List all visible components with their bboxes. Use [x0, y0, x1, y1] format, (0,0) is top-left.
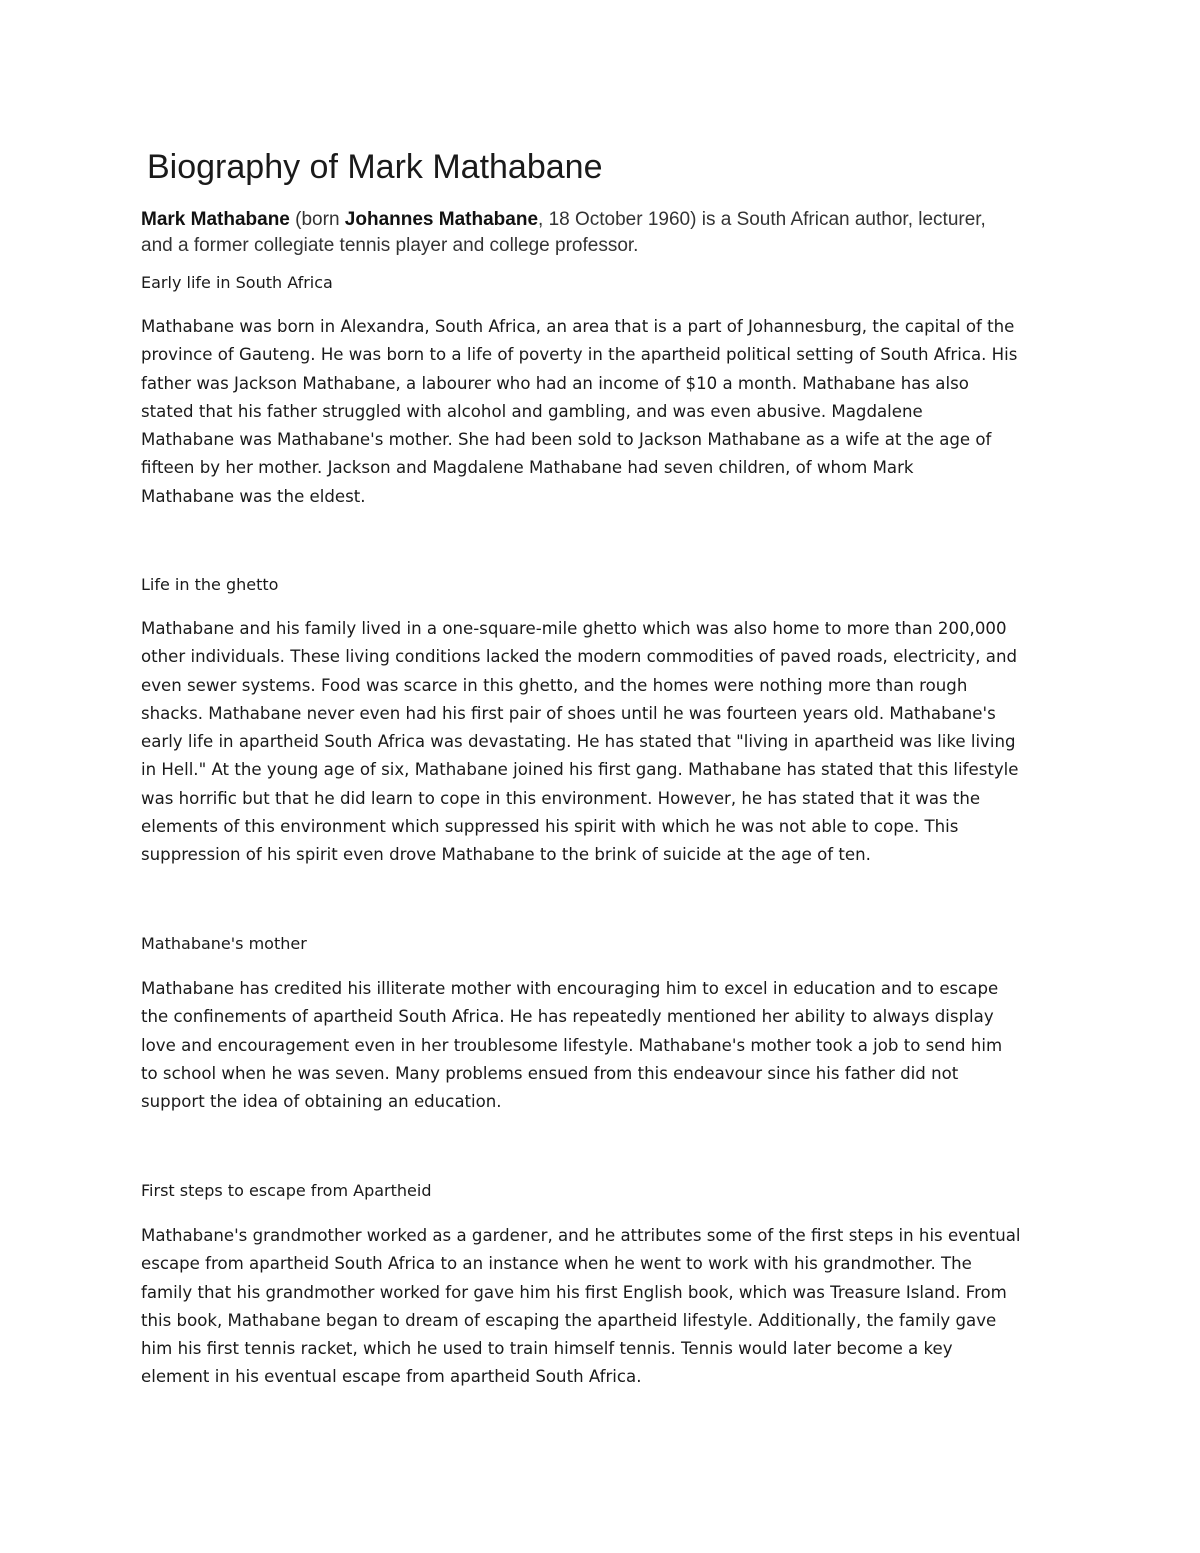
paragraph-line: stated that his father struggled with alcohol and gambling, and was even abusive. Magdalene — [141, 401, 923, 421]
paragraph-line: element in his eventual escape from apartheid South Africa. — [141, 1367, 642, 1387]
paragraph-line: shacks. Mathabane never even had his first pair of shoes until he was fourteen years old. Mathabane's — [141, 703, 996, 723]
paragraph-line: Mathabane was born in Alexandra, South Africa, an area that is a part of Johannesburg, the capital of the — [141, 317, 1015, 336]
paragraph-line: support the idea of obtaining an education. — [141, 1092, 502, 1112]
paragraph-line: fifteen by her mother. Jackson and Magdalene Mathabane had seven children, of whom Mark — [141, 458, 914, 478]
paragraph-line: even sewer systems. Food was scarce in this ghetto, and the homes were nothing more than rough — [141, 675, 968, 695]
paragraph-line: suppression of his spirit even drove Mathabane to the brink of suicide at the age of ten. — [141, 845, 871, 865]
paragraph-line: escape from apartheid South Africa to an instance when he went to work with his grandmother. The — [141, 1254, 972, 1274]
section-heading-early-life: Early life in South Africa — [141, 273, 333, 292]
section-heading-escape: First steps to escape from Apartheid — [141, 1181, 432, 1200]
intro-paragraph — [141, 207, 1071, 259]
paragraph-line: him his first tennis racket, which he used to train himself tennis. Tennis would later become a key — [141, 1339, 953, 1359]
paragraph-line: love and encouragement even in her troublesome lifestyle. Mathabane's mother took a job to send him — [141, 1035, 1003, 1055]
intro-born-text: (born — [289, 209, 345, 230]
paragraph-line: Mathabane was the eldest. — [141, 486, 366, 506]
paragraph-line: early life in apartheid South Africa was devastating. He has stated that "living in apartheid was like living — [141, 732, 1016, 752]
page-title: Biography of Mark Mathabane — [147, 148, 603, 186]
intro-line-1 — [141, 207, 1071, 233]
paragraph-line: the confinements of apartheid South Africa. He has repeatedly mentioned her ability to always display — [141, 1007, 994, 1027]
paragraph-line: family that his grandmother worked for gave him his first English book, which was Treasure Island. From — [141, 1282, 1007, 1302]
paragraph-line: province of Gauteng. He was born to a life of poverty in the apartheid political setting of South Africa. His — [141, 345, 1018, 365]
paragraph-line: elements of this environment which suppressed his spirit with which he was not able to cope. This — [141, 817, 959, 837]
paragraph-line: this book, Mathabane began to dream of escaping the apartheid lifestyle. Additionally, the family gave — [141, 1310, 997, 1330]
section-paragraph-escape — [141, 1222, 1066, 1392]
paragraph-line: in Hell." At the young age of six, Mathabane joined his first gang. Mathabane has stated that this lifestyle — [141, 760, 1019, 780]
paragraph-line: Mathabane has credited his illiterate mother with encouraging him to excel in education and to escape — [141, 979, 999, 998]
section-paragraph-mother — [141, 975, 1066, 1116]
paragraph-line: to school when he was seven. Many problems ensued from this endeavour since his father did not — [141, 1063, 959, 1083]
paragraph-line: Mathabane was Mathabane's mother. She had been sold to Jackson Mathabane as a wife at the age of — [141, 430, 992, 450]
intro-rest-text: , 18 October 1960) is a South African author, lecturer, — [538, 209, 986, 230]
paragraph-line: other individuals. These living conditions lacked the modern commodities of paved roads, electricity, and — [141, 647, 1018, 667]
paragraph-line: Mathabane's grandmother worked as a gardener, and he attributes some of the first steps in his eventual — [141, 1226, 1021, 1245]
section-paragraph-early-life — [141, 313, 1066, 511]
section-paragraph-ghetto — [141, 615, 1066, 870]
birth-name: Johannes Mathabane — [344, 209, 539, 230]
subject-name: Mark Mathabane — [141, 209, 290, 230]
section-heading-ghetto: Life in the ghetto — [141, 575, 279, 594]
paragraph-line: father was Jackson Mathabane, a labourer who had an income of $10 a month. Mathabane has also — [141, 373, 969, 393]
paragraph-line: was horrific but that he did learn to cope in this environment. However, he has stated that it was the — [141, 788, 981, 808]
intro-line-2: and a former collegiate tennis player and college professor. — [141, 235, 639, 256]
section-heading-mother: Mathabane's mother — [141, 934, 307, 953]
paragraph-line: Mathabane and his family lived in a one-square-mile ghetto which was also home to more than 200,000 — [141, 619, 1007, 638]
